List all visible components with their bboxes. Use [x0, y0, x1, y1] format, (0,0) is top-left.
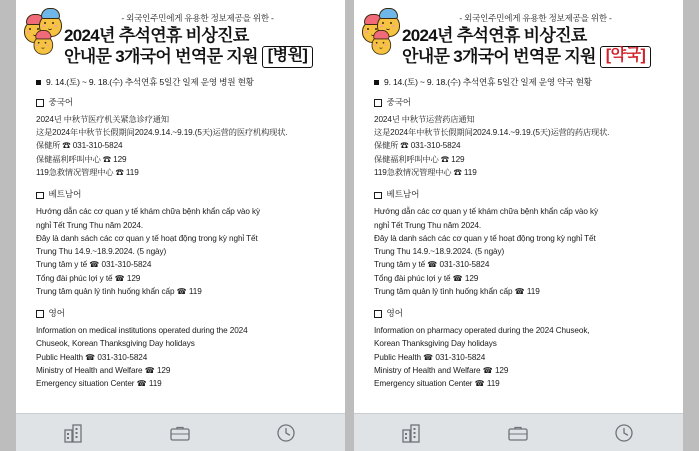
section-line: Chuseok, Korean Thanksgiving Day holidays — [36, 339, 195, 349]
header-kicker: - 외국인주민에게 유용한 정보제공을 위한 - — [459, 13, 612, 23]
section-line: nghỉ Tết Trung Thu năm 2024. — [36, 220, 144, 230]
subtitle-bar — [30, 76, 331, 88]
section-chinese — [36, 96, 327, 179]
section-line: Trung tâm quản lý tình huống khẩn cấp ☎ 119 — [374, 286, 540, 296]
clock-icon[interactable] — [273, 420, 299, 446]
section-line: 保健福利呼叫中心 ☎ 129 — [36, 154, 127, 164]
poster-body — [354, 94, 683, 391]
section-line: 119急救情况管理中心 ☎ 119 — [374, 168, 477, 178]
section-english — [374, 307, 665, 390]
briefcase-icon[interactable] — [167, 420, 193, 446]
section-heading — [374, 96, 665, 110]
section-vietnamese — [374, 188, 665, 298]
section-line: 这是2024年中秋节长假期间2024.9.14.~9.19.(5天)运营的药店现状. — [374, 128, 610, 138]
section-label: 베트남어 — [386, 189, 420, 200]
box-bullet-icon — [374, 99, 382, 107]
section-line: Trung tâm y tế ☎ 031-310-5824 — [374, 260, 490, 270]
square-bullet-icon — [374, 80, 379, 85]
section-heading — [36, 307, 327, 321]
section-vietnamese — [36, 188, 327, 298]
section-line: Trung Thu 14.9.~18.9.2024. (5 ngày) — [36, 247, 167, 257]
clock-icon[interactable] — [611, 420, 637, 446]
section-line: Trung tâm quản lý tình huống khẩn cấp ☎ 119 — [36, 286, 202, 296]
header-tag-badge: [병원] — [262, 46, 314, 68]
section-line: 这是2024年中秋节长假期间2024.9.14.~9.19.(5天)运营的医疗机构现状. — [36, 128, 288, 138]
section-line: Public Health ☎ 031-310-5824 — [36, 352, 148, 362]
mascot-group-icon — [24, 6, 68, 56]
subtitle-text: 9. 14.(토) ~ 9. 18.(수) 추석연휴 5일간 일제 운영 병원 현황 — [46, 77, 254, 87]
section-line: nghỉ Tết Trung Thu năm 2024. — [374, 220, 482, 230]
box-bullet-icon — [36, 310, 44, 318]
square-bullet-icon — [36, 80, 41, 85]
box-bullet-icon — [374, 310, 382, 318]
section-line: 2024년 中秋节运营药店通知 — [374, 114, 475, 124]
section-label: 영어 — [386, 308, 403, 319]
section-english — [36, 307, 327, 390]
section-line: Trung tâm y tế ☎ 031-310-5824 — [36, 260, 152, 270]
section-line: Emergency situation Center ☎ 119 — [374, 379, 500, 389]
header-tag-badge: [약국] — [600, 46, 652, 68]
section-label: 영어 — [48, 308, 65, 319]
section-line: 2024년 中秋节医疗机关紧急诊疗通知 — [36, 114, 169, 124]
header-title-line1: 2024년 추석연휴 비상진료 — [402, 26, 587, 45]
section-line: 保健所 ☎ 031-310-5824 — [36, 141, 123, 151]
footer-bar-right — [354, 413, 683, 451]
header-title-line2 — [364, 46, 673, 68]
poster-card-hospital — [16, 0, 345, 451]
buildings-icon[interactable] — [62, 420, 88, 446]
section-line: Tổng đài phúc lợi y tế ☎ 129 — [36, 273, 141, 283]
box-bullet-icon — [36, 192, 44, 200]
section-line: 保健福利呼叫中心 ☎ 129 — [374, 154, 465, 164]
briefcase-icon[interactable] — [505, 420, 531, 446]
poster-header — [354, 0, 683, 72]
section-label: 중국어 — [386, 97, 412, 107]
section-line: Information on pharmacy operated during the 2024 Chuseok, — [374, 326, 590, 336]
subtitle-bar — [368, 76, 669, 88]
section-chinese — [374, 96, 665, 179]
section-heading — [374, 307, 665, 321]
section-line: Trung Thu 14.9.~18.9.2024. (5 ngày) — [374, 247, 505, 257]
section-heading — [374, 188, 665, 202]
section-line: Public Health ☎ 031-310-5824 — [374, 352, 486, 362]
poster-header — [16, 0, 345, 72]
section-line: Đây là danh sách các cơ quan y tế hoạt động trong kỳ nghỉ Tết — [374, 233, 596, 243]
mascot-icon — [372, 30, 390, 53]
header-title-line2-text: 안내문 3개국어 번역문 지원 — [64, 46, 258, 66]
header-kicker: - 외국인주민에게 유용한 정보제공을 위한 - — [121, 13, 274, 23]
box-bullet-icon — [374, 192, 382, 200]
poster-card-pharmacy — [354, 0, 683, 451]
section-line: 119急救情况管理中心 ☎ 119 — [36, 168, 139, 178]
section-line: Emergency situation Center ☎ 119 — [36, 379, 162, 389]
section-line: Information on medical institutions operated during the 2024 — [36, 326, 248, 336]
section-line: Ministry of Health and Welfare ☎ 129 — [374, 365, 509, 375]
section-line: 保健所 ☎ 031-310-5824 — [374, 141, 461, 151]
section-label: 중국어 — [48, 97, 74, 107]
mascot-group-icon — [362, 6, 406, 56]
poster-body — [16, 94, 345, 391]
subtitle-text: 9. 14.(토) ~ 9. 18.(수) 추석연휴 5일간 일제 운영 약국 현황 — [384, 77, 592, 87]
header-title-line2-text: 안내문 3개국어 번역문 지원 — [402, 46, 596, 66]
section-line: Korean Thanksgiving Day holidays — [374, 339, 497, 349]
section-line: Hướng dẫn các cơ quan y tế khám chữa bệnh khẩn cấp vào kỳ — [36, 207, 261, 217]
section-line: Tổng đài phúc lợi y tế ☎ 129 — [374, 273, 479, 283]
footer-bar-left — [16, 413, 345, 451]
section-line: Ministry of Health and Welfare ☎ 129 — [36, 365, 171, 375]
section-line: Đây là danh sách các cơ quan y tế hoạt động trong kỳ nghỉ Tết — [36, 233, 258, 243]
header-title-line1: 2024년 추석연휴 비상진료 — [64, 26, 249, 45]
mascot-icon — [34, 30, 52, 53]
header-title-line2 — [26, 46, 335, 68]
section-heading — [36, 96, 327, 110]
section-line: Hướng dẫn các cơ quan y tế khám chữa bệnh khẩn cấp vào kỳ — [374, 207, 599, 217]
box-bullet-icon — [36, 99, 44, 107]
section-heading — [36, 188, 327, 202]
section-label: 베트남어 — [48, 189, 82, 200]
buildings-icon[interactable] — [400, 420, 426, 446]
